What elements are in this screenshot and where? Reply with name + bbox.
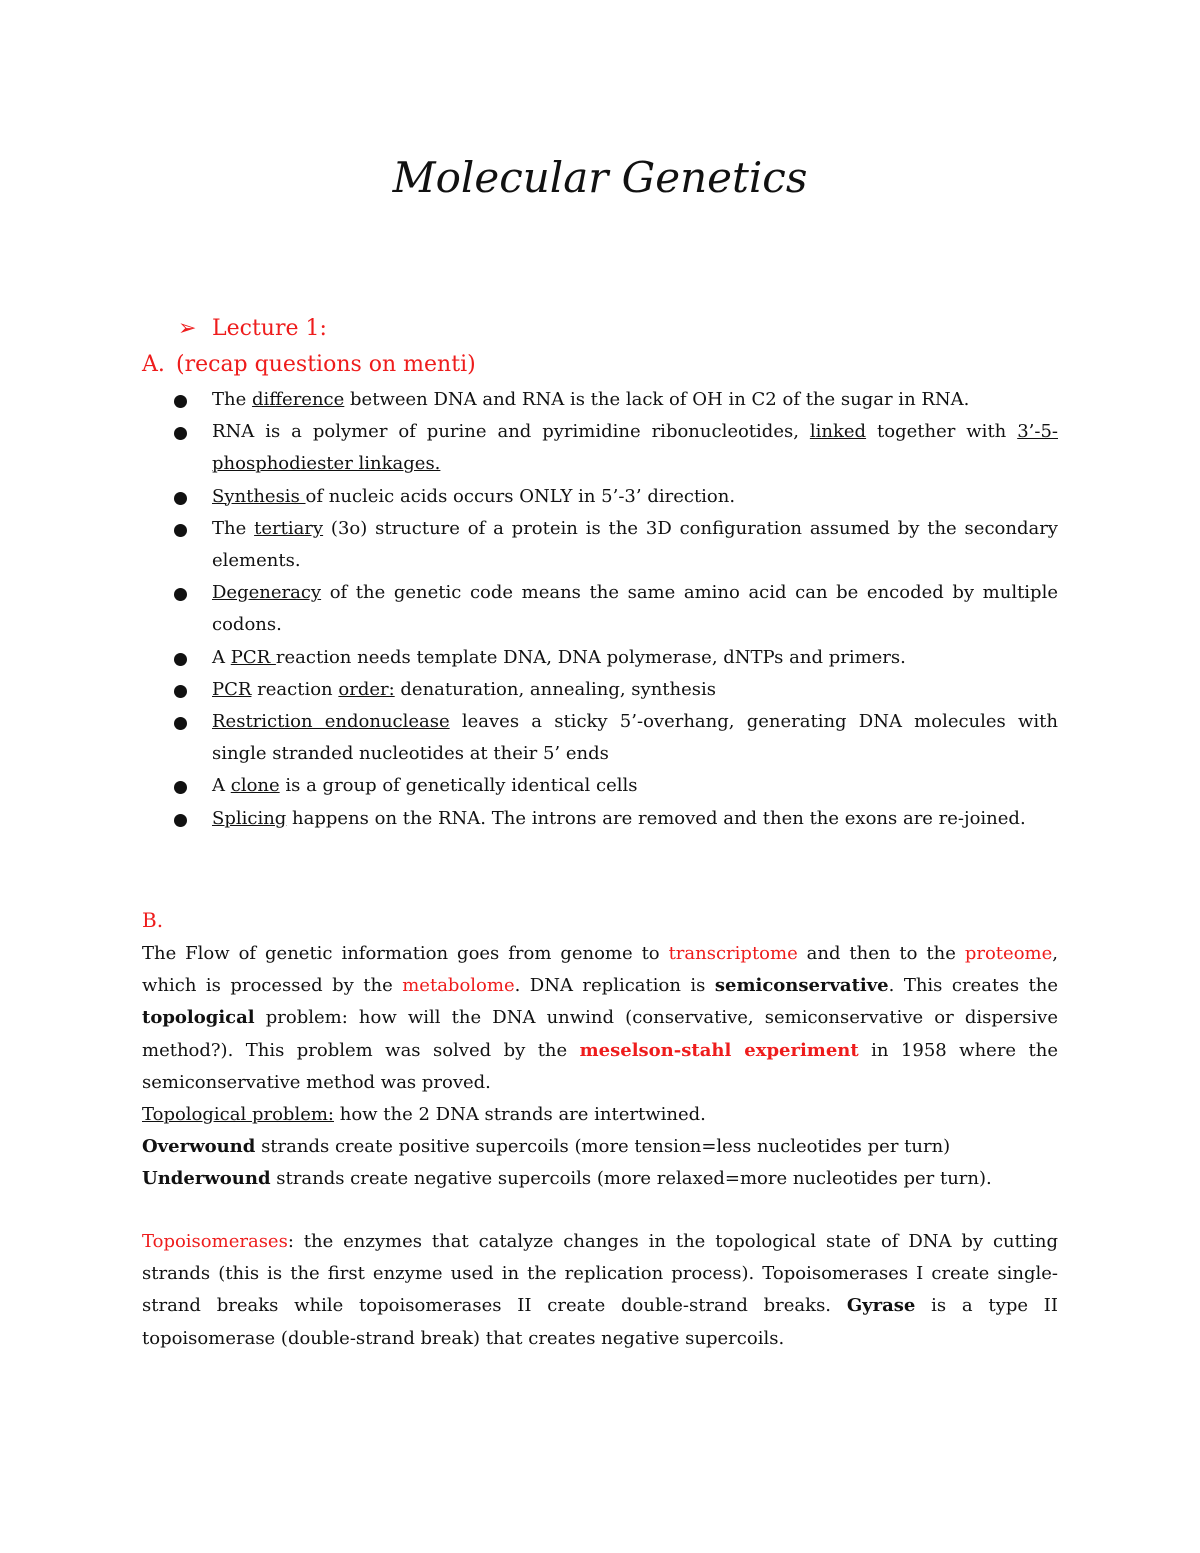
list-item xyxy=(170,770,1058,802)
list-item xyxy=(170,577,1058,641)
section-b-letter: B. xyxy=(142,908,164,932)
list-item xyxy=(170,481,1058,513)
text: A xyxy=(212,775,231,797)
bold-term: semiconservative xyxy=(714,975,889,997)
text: , which is processed by the xyxy=(142,943,1058,997)
underlined-term: order: xyxy=(338,678,395,700)
text: denaturation, annealing, synthesis xyxy=(394,678,716,700)
highlight-term: proteome xyxy=(964,943,1053,964)
text: in 1958 where the semiconservative method was proved. xyxy=(142,1039,1058,1093)
lecture-heading xyxy=(178,312,327,346)
text: and then to the xyxy=(797,943,965,964)
list-item xyxy=(170,513,1058,577)
underlined-term: Splicing xyxy=(212,807,287,829)
highlight-term: metabolome xyxy=(402,975,515,997)
list-item xyxy=(170,642,1058,674)
underlined-term: Restriction endonuclease xyxy=(212,711,450,733)
text: reaction xyxy=(251,678,339,700)
bold-term: topological xyxy=(142,1007,255,1029)
section-a-title: (recap questions on menti) xyxy=(176,352,476,377)
lecture-label: Lecture 1: xyxy=(212,316,327,341)
text: of nucleic acids occurs ONLY in 5’-3’ direction. xyxy=(305,485,736,507)
text: A xyxy=(212,646,231,668)
text: strands create positive supercoils (more tension=less nucleotides per turn) xyxy=(255,1136,951,1158)
underlined-term: difference xyxy=(251,389,345,410)
text: reaction needs template DNA, DNA polymerase, dNTPs and primers. xyxy=(275,646,906,668)
highlight-term: Topoisomerases xyxy=(142,1231,288,1252)
underlined-term: clone xyxy=(230,775,280,797)
page-title: Molecular Genetics xyxy=(392,153,808,202)
section-a-letter: A. xyxy=(142,352,165,377)
highlight-term: transcriptome xyxy=(668,943,798,964)
flow-paragraph xyxy=(142,938,1058,1099)
list-item xyxy=(170,803,1058,835)
text: The Flow of genetic information goes from genome to xyxy=(142,943,669,964)
text: is a group of genetically identical cells xyxy=(279,775,638,797)
recap-bullet-list xyxy=(170,384,1058,835)
text: The xyxy=(212,389,252,410)
underwound-line xyxy=(142,1163,1058,1195)
list-item xyxy=(170,416,1058,480)
underlined-term: 3’-5- phosphodiester linkages. xyxy=(212,421,1058,475)
list-item xyxy=(170,674,1058,706)
section-a-heading xyxy=(142,348,476,382)
text: : the enzymes that catalyze changes in the topological state of DNA by cutting strands (this is the first enzyme used in the replication process). Topoisomerases I create single-strand breaks while topoisomerases II create double-strand breaks. xyxy=(142,1231,1058,1317)
topoisomerase-paragraph xyxy=(142,1226,1058,1355)
bold-term: Overwound xyxy=(142,1136,256,1158)
underlined-term: tertiary xyxy=(254,517,324,539)
section-b-body xyxy=(142,938,1058,1196)
underlined-term: PCR xyxy=(230,646,276,668)
overwound-line xyxy=(142,1131,1058,1163)
bold-term: Gyrase xyxy=(846,1295,916,1317)
text: . This creates the xyxy=(888,975,1058,997)
text: of the genetic code means the same amino acid can be encoded by multiple codons. xyxy=(212,582,1058,636)
text: (3o) structure of a protein is the 3D configuration assumed by the secondary elements. xyxy=(212,517,1058,572)
text: between DNA and RNA is the lack of OH in C2 of the sugar in RNA. xyxy=(344,389,970,410)
topological-problem-line xyxy=(142,1099,1058,1131)
highlight-bold-term: meselson-stahl experiment xyxy=(579,1039,859,1061)
underlined-term: Degeneracy xyxy=(212,582,322,604)
text: . DNA replication is xyxy=(514,975,715,997)
text: happens on the RNA. The introns are removed and then the exons are re-joined. xyxy=(286,807,1026,829)
text: leaves a sticky 5’-overhang, generating DNA molecules with single stranded nucleotides at their 5’ ends xyxy=(212,711,1058,765)
bold-term: Underwound xyxy=(142,1168,271,1190)
arrow-bullet-icon: ➢ xyxy=(178,316,197,341)
underlined-term: Synthesis xyxy=(212,485,306,507)
list-item xyxy=(170,384,1058,416)
list-item xyxy=(170,706,1058,770)
text: how the 2 DNA strands are intertwined. xyxy=(334,1104,706,1126)
text: RNA is a polymer of purine and pyrimidine ribonucleotides, xyxy=(212,421,810,443)
underlined-term: linked xyxy=(809,421,867,443)
underlined-term: PCR xyxy=(212,678,252,700)
text: strands create negative supercoils (more relaxed=more nucleotides per turn). xyxy=(270,1168,992,1190)
text: The xyxy=(212,517,255,539)
text: together with xyxy=(866,421,1018,443)
text: problem: how will the DNA unwind (conservative, semiconservative or dispersive method?). This problem was solved by the xyxy=(142,1007,1058,1061)
underlined-term: Topological problem: xyxy=(142,1104,334,1126)
text: is a type II topoisomerase (double-strand break) that creates negative supercoils. xyxy=(142,1295,1058,1349)
